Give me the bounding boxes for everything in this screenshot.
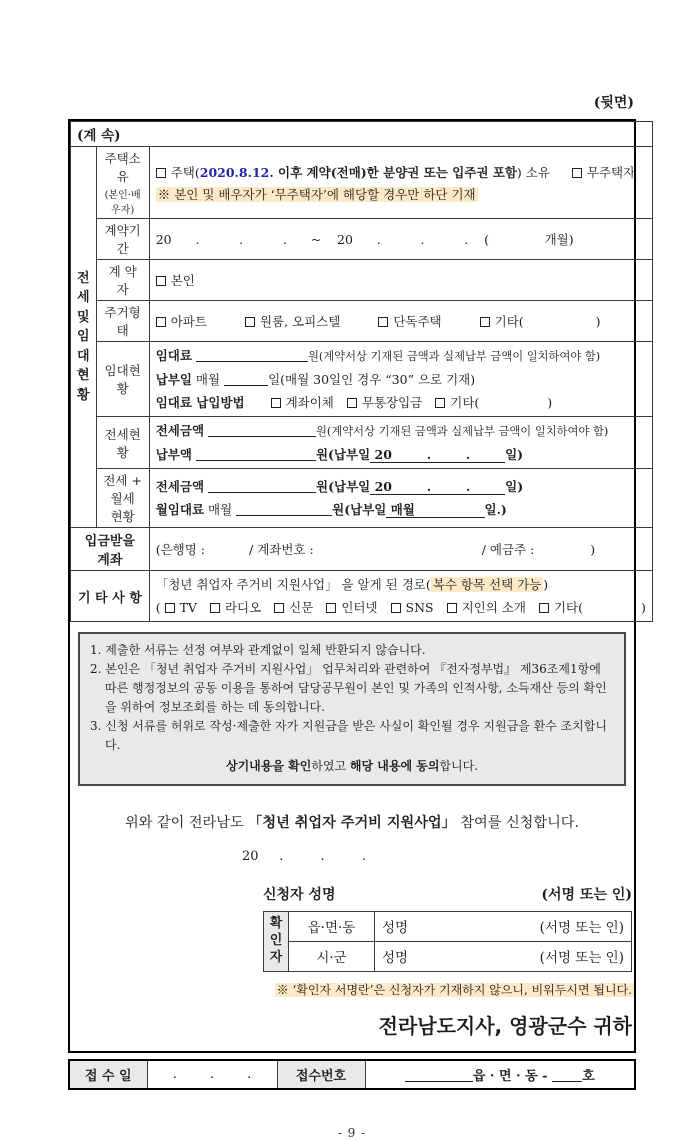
jm-monthly-end: 일.) (484, 502, 507, 517)
confirmer-area-sigun: 시·군 (289, 941, 375, 971)
receipt-number-label: 접수번호 (277, 1060, 365, 1089)
confirmer-sign-note: (서명 또는 인) (539, 920, 624, 937)
cell-contractor (149, 260, 652, 301)
pay-method-etc: 기타( (450, 395, 480, 410)
jm-jeonse-paren: 원(납부일 (316, 479, 371, 494)
label-housing-ownership-sub: (본인·배우자) (104, 190, 141, 216)
etc-channel-prefix: 「청년 취업자 주거비 지원사업」 을 알게 된 경로( (155, 577, 431, 592)
label-jeonse-status: 전세현황 (96, 417, 149, 469)
row-etc (71, 571, 653, 622)
continued-header-row (71, 122, 653, 147)
confirmer-side-line: 확 (269, 915, 283, 931)
checkbox-pay-etc[interactable] (435, 398, 445, 408)
group-label-line: 및 (77, 309, 90, 325)
row-housing-type (71, 301, 653, 342)
label-account: 입금받을 계좌 (71, 528, 150, 571)
jeonse-amount-label: 전세금액 (155, 423, 205, 438)
confirmer-note (70, 981, 634, 998)
label-housing-ownership-text: 주택소유 (104, 151, 141, 184)
housing-note-highlight: ※ 본인 및 배우자가 ‘무주택자’에 해당할 경우만 하단 기재 (157, 186, 476, 202)
housing-type-detached: 단독주택 (393, 314, 442, 329)
cell-housing-ownership (149, 147, 652, 219)
etc-option-internet: 인터넷 (341, 600, 378, 615)
etc-option-sns: SNS (405, 600, 434, 615)
receipt-row (69, 1060, 635, 1089)
etc-option-newspaper: 신문 (289, 600, 314, 615)
own-house-date: 2020.8.12. (199, 164, 274, 180)
row-account (71, 528, 653, 571)
checkbox-etc-type[interactable] (480, 317, 490, 327)
row-rental-status (71, 342, 653, 417)
checkbox-etc-channel[interactable] (539, 603, 549, 613)
own-house-prefix: 주택( (170, 164, 200, 180)
group-label-line: 임대 (77, 329, 90, 364)
confirmer-name-cell (375, 941, 632, 971)
jm-monthly-date-blank[interactable]: 매월 (386, 502, 485, 517)
own-house-suffix: ) 소유 (516, 164, 550, 180)
rent-amount-label: 임대료 (155, 348, 192, 363)
checkbox-acquaintance[interactable] (447, 603, 457, 613)
confirmer-name-cell (375, 911, 632, 941)
jm-jeonse-amount-label: 전세금액 (155, 479, 205, 494)
receipt-number-cell[interactable] (365, 1060, 635, 1089)
jeonse-amount-blank[interactable] (208, 424, 316, 437)
back-side-note: (뒷면) (593, 95, 634, 111)
applicant-sign-note: (서명 또는 인) (541, 886, 632, 903)
jm-jeonse-amount-blank[interactable] (208, 480, 316, 493)
application-statement (70, 812, 634, 832)
checkbox-tv[interactable] (165, 603, 175, 613)
confirmer-name-label: 성명 (382, 920, 409, 937)
housing-type-apartment: 아파트 (170, 314, 207, 329)
etc-channel-highlight: 복수 항목 선택 가능 (432, 577, 542, 592)
checkbox-bank-transfer[interactable] (271, 398, 281, 408)
cell-jeonse-monthly (149, 469, 652, 528)
notice-footer-bold1: 상기내용을 확인 (225, 758, 312, 773)
pay-day-monthly: 매월 (191, 372, 225, 387)
continued-header: (계 속) (71, 122, 653, 147)
row-contract-period (71, 219, 653, 260)
checkbox-oneroom[interactable] (245, 317, 255, 327)
housing-type-oneroom: 원룸, 오피스텔 (259, 314, 341, 329)
cell-jeonse-status (149, 417, 652, 469)
jm-monthly-rent-blank[interactable] (236, 503, 332, 516)
account-holder-label: / 예금주 : (481, 542, 535, 557)
confirmer-side-line: 자 (269, 949, 283, 965)
notice-footer-bold2: 해당 내용에 동의 (349, 758, 440, 773)
notice-footer (90, 757, 614, 776)
receipt-date-cell[interactable] (147, 1060, 277, 1089)
checkbox-sns[interactable] (391, 603, 401, 613)
cell-housing-type (149, 301, 652, 342)
pay-method-label: 임대료 납입방법 (155, 395, 245, 410)
checkbox-internet[interactable] (326, 603, 336, 613)
jm-monthly-rent-label: 월임대료 (155, 502, 205, 517)
jeonse-monthly-label-right: 황 (122, 509, 135, 524)
application-date-line[interactable]: 20 . . . (242, 848, 366, 864)
statement-prefix: 위와 같이 전라남도 (125, 814, 249, 831)
account-number-label: / 계좌번호 : (249, 542, 314, 557)
jeonse-paid-end: 일) (505, 447, 524, 462)
receipt-number-blank1[interactable] (405, 1069, 473, 1082)
pay-method-transfer: 계좌이체 (285, 395, 334, 410)
cell-rental-status (149, 342, 652, 417)
page-number: - 9 - (337, 1125, 367, 1140)
etc-options-close: ) (640, 600, 646, 615)
no-house-label: 무주택자 (586, 164, 636, 180)
group-label-line: 전세 (77, 270, 90, 306)
confirmer-note-text: ※ ‘확인자 서명란’은 신청자가 기재하지 않으니, 비워두시면 됩니다. (276, 982, 632, 997)
checkbox-own-house[interactable] (156, 168, 166, 178)
applicant-name-label: 신청자 성명 (263, 886, 336, 903)
own-house-bold: 이후 계약(전매)한 분양권 또는 입주권 포함 (273, 164, 517, 180)
confirmer-side-line: 인 (269, 932, 283, 948)
confirmer-area-emd: 읍·면·동 (289, 911, 375, 941)
rent-amount-blank[interactable] (196, 349, 308, 362)
statement-program-name: 「청년 취업자 주거비 지원사업」 (248, 814, 456, 831)
etc-option-radio: 라디오 (224, 600, 262, 615)
checkbox-self[interactable] (156, 276, 166, 286)
row-housing-ownership (71, 147, 653, 219)
confirmer-table (263, 911, 632, 972)
jm-monthly-rent-mid: 매월 (204, 502, 233, 517)
notice-item-2: 2. 본인은 「청년 취업자 주거비 지원사업」 업무처리와 관련하여 『전자정부법』 제36조제1항에 따른 행정정보의 공동 이용을 통하여 담당공무원이 본인 및 가족의 인적사항, 소득재산 등의 확인을 위하여 정보조회를 하는 데 동의합니다. (90, 661, 607, 714)
confirmer-row-sigun (264, 941, 632, 971)
etc-option-etc: 기타( (553, 600, 583, 615)
bank-name-label: (은행명 : (155, 542, 206, 557)
checkbox-no-house[interactable] (572, 168, 582, 178)
confirmer-row-emd (264, 911, 632, 941)
group-label-line: 현황 (77, 368, 90, 403)
confirmer-name-label: 성명 (382, 950, 409, 967)
label-contract-period: 계약기간 (96, 219, 149, 260)
jeonse-paid-paren: 원(납부일 (315, 447, 371, 462)
cell-etc (149, 571, 652, 622)
checkbox-apartment[interactable] (156, 317, 166, 327)
jm-jeonse-end: 일) (505, 479, 524, 494)
label-rental-status: 임대현황 (96, 342, 149, 417)
checkbox-no-passbook[interactable] (347, 398, 357, 408)
label-jeonse-monthly (96, 469, 149, 528)
main-table (70, 121, 653, 622)
jeonse-monthly-label-line1: 전세 + 월세 (103, 473, 142, 506)
statement-suffix: 참여를 신청합니다. (455, 814, 579, 831)
notice-footer-end: 합니다. (439, 758, 479, 773)
notice-footer-mid: 하였고 (311, 758, 350, 773)
contractor-self-label: 본인 (170, 273, 195, 288)
checkbox-detached[interactable] (378, 317, 388, 327)
pay-method-etc-close: ) (547, 395, 553, 410)
account-close: ) (590, 542, 596, 557)
receipt-date-label: 접 수 일 (69, 1060, 147, 1089)
etc-options-open: ( (155, 600, 161, 615)
cell-account (149, 528, 652, 571)
receipt-number-end: 호 (582, 1068, 595, 1084)
confirmer-sign-note: (서명 또는 인) (539, 950, 624, 967)
row-jeonse-monthly (71, 469, 653, 528)
etc-channel-suffix: ) (543, 577, 549, 592)
jeonse-paid-blank[interactable] (196, 448, 316, 461)
notice-box (78, 632, 626, 786)
cell-contract-period (149, 219, 652, 260)
group-label-jeonse-rental (71, 147, 97, 528)
receipt-date-value: . . . (172, 1066, 252, 1082)
jeonse-paid-label: 납부액 (155, 447, 192, 462)
receipt-number-blank2[interactable] (552, 1069, 582, 1082)
checkbox-radio[interactable] (210, 603, 220, 613)
applicant-row (263, 884, 632, 904)
housing-type-etc-close: ) (595, 314, 601, 329)
jm-monthly-paren: 원(납부일 (332, 502, 387, 517)
etc-option-tv: TV (179, 600, 197, 615)
rent-amount-note: 원(계약서상 기재된 금액과 실제납부 금액이 일치하여야 함) (307, 350, 601, 363)
jeonse-paid-date-blank[interactable]: 20 . . (370, 447, 506, 462)
contract-period-value[interactable]: 20 . . . ~ 20 . . . ( 개월) (155, 232, 574, 247)
checkbox-newspaper[interactable] (274, 603, 284, 613)
notice-item-3: 3. 신청 서류를 허위로 작성·제출한 자가 지원금을 받은 사실이 확인될 경우 지원금을 환수 조치합니다. (90, 718, 607, 752)
recipient-line: 전라남도지사, 영광군수 귀하 (378, 1013, 632, 1038)
jeonse-amount-note: 원(계약서상 기재된 금액과 실제납부 금액이 일치하여야 함) (316, 425, 609, 438)
receipt-number-mid: 읍 · 면 · 동 - (472, 1068, 553, 1084)
row-jeonse-status (71, 417, 653, 469)
label-contractor: 계 약 자 (96, 260, 149, 301)
label-housing-type: 주거형태 (96, 301, 149, 342)
label-housing-ownership (96, 147, 149, 219)
label-etc: 기 타 사 항 (71, 571, 150, 622)
form-outer-box (68, 119, 646, 1053)
etc-option-acquaintance: 지인의 소개 (461, 600, 526, 615)
pay-day-note: 일(매월 30일인 경우 “30” 으로 기재) (268, 372, 476, 387)
housing-type-etc: 기타( (494, 314, 524, 329)
confirmer-side-label (264, 911, 289, 971)
jm-jeonse-date-blank[interactable]: 20 . . (370, 479, 506, 494)
pay-day-label: 납부일 (155, 372, 192, 387)
pay-day-blank[interactable] (224, 373, 268, 386)
jeonse-monthly-label-left: 현 (110, 509, 123, 524)
notice-item-1: 1. 제출한 서류는 선정 여부와 관계없이 일체 반환되지 않습니다. (90, 643, 426, 657)
receipt-table (68, 1059, 636, 1090)
row-contractor (71, 260, 653, 301)
pay-method-no-passbook: 무통장입금 (361, 395, 423, 410)
